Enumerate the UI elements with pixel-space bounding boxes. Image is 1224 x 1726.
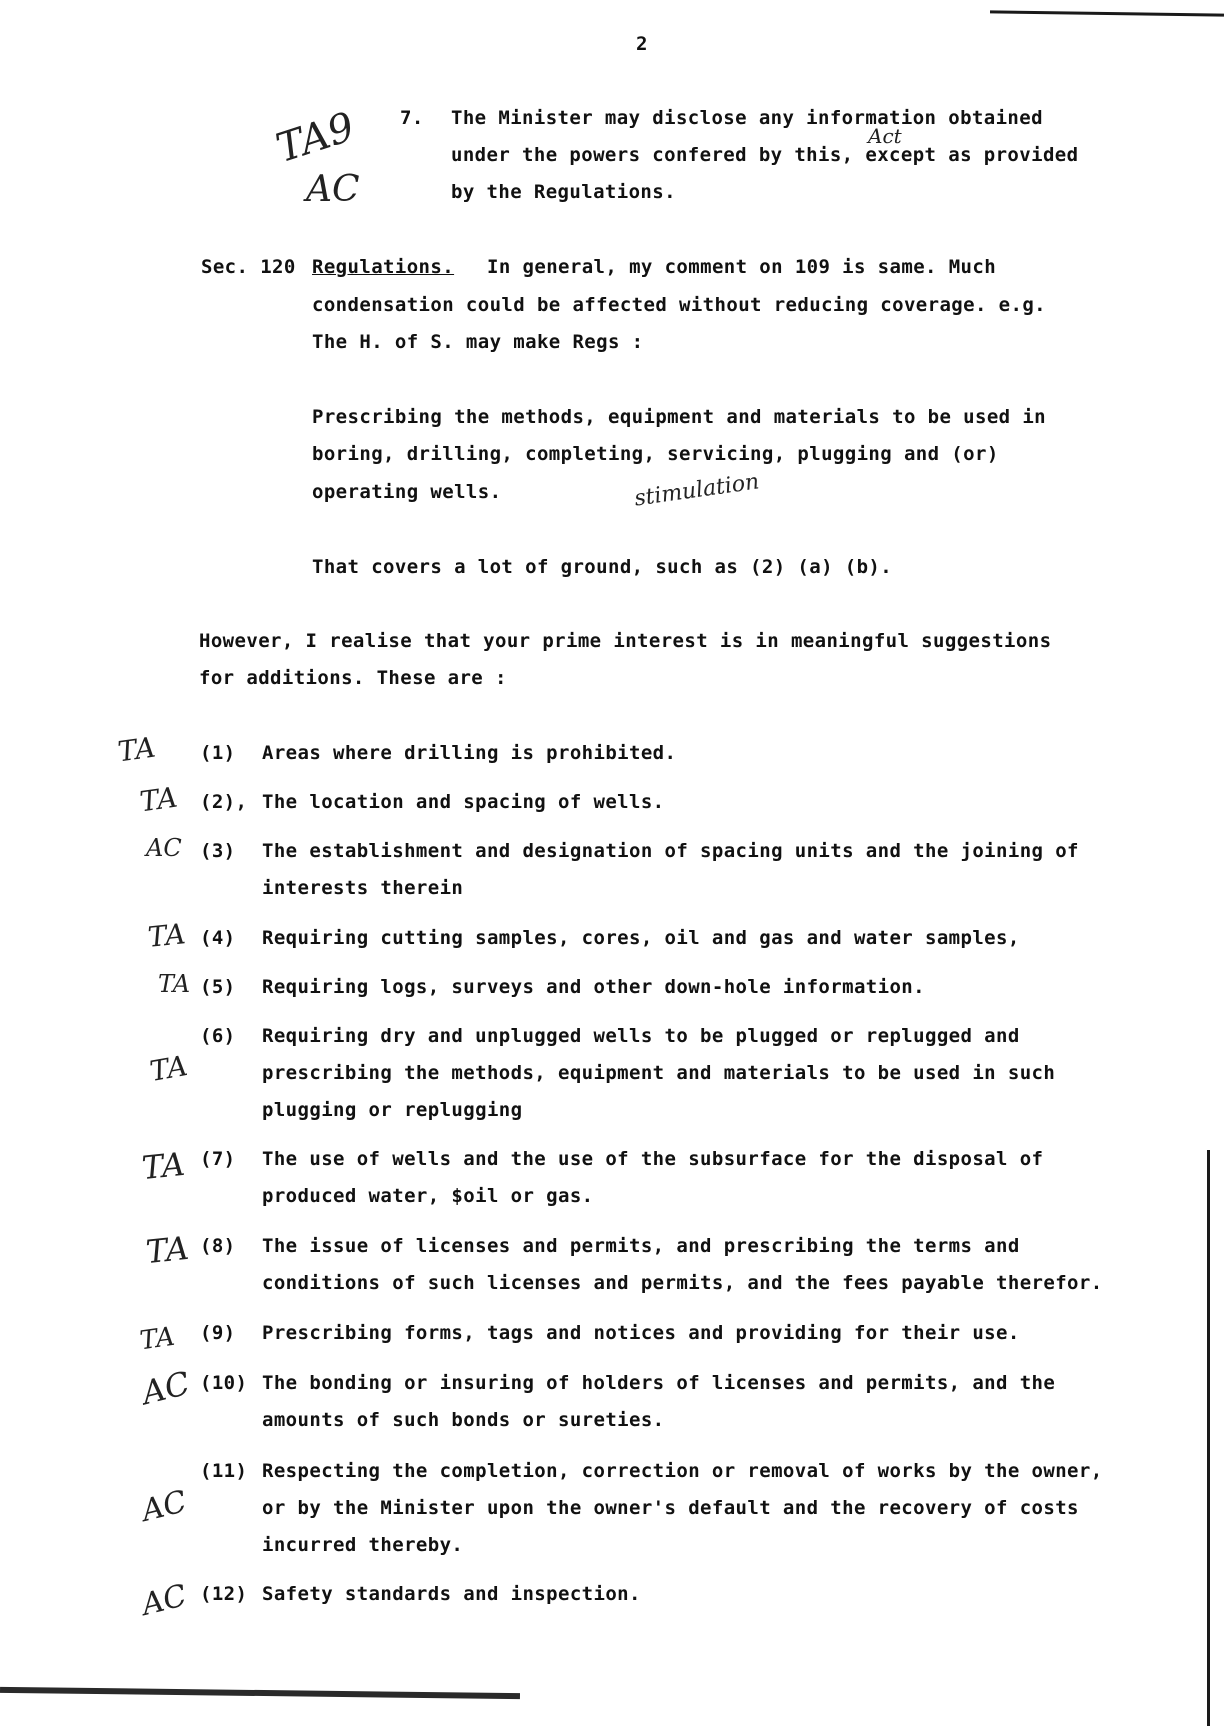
sec120-line-2: condensation could be affected without reducing coverage. e.g. bbox=[312, 294, 1047, 316]
item-text-line: The establishment and designation of spacing units and the joining of bbox=[262, 840, 1079, 862]
quote-line-2: boring, drilling, completing, servicing, plugging and (or) bbox=[312, 443, 999, 465]
however-line-2: for additions. These are : bbox=[199, 667, 507, 689]
item-text-line: Requiring logs, surveys and other down-hole information. bbox=[262, 976, 925, 998]
handwritten-insert-stimulation: stimulation bbox=[632, 469, 761, 512]
covers-line: That covers a lot of ground, such as (2) (a) (b). bbox=[312, 556, 893, 578]
item-text-line: produced water, $oil or gas. bbox=[262, 1185, 594, 1207]
item-text-line: incurred thereby. bbox=[262, 1534, 464, 1556]
item-number: (3) bbox=[200, 840, 236, 862]
item-number: (12) bbox=[200, 1583, 248, 1605]
item-number: (4) bbox=[200, 927, 236, 949]
item7-number: 7. bbox=[400, 107, 424, 129]
item-text-line: The use of wells and the use of the subsurface for the disposal of bbox=[262, 1148, 1044, 1170]
item-number: (5) bbox=[200, 976, 236, 998]
item7-line-1: The Minister may disclose any information obtained bbox=[451, 107, 1043, 129]
sec120-line-3: The H. of S. may make Regs : bbox=[312, 331, 644, 353]
item-text-line: interests therein bbox=[262, 877, 464, 899]
item-number: (9) bbox=[200, 1322, 236, 1344]
scan-edge-bottom bbox=[0, 1687, 520, 1699]
handwritten-insert-act: Act bbox=[868, 124, 902, 148]
margin-note-item-10: AC bbox=[138, 1363, 194, 1413]
margin-note-item-12: AC bbox=[138, 1578, 191, 1623]
item-text-line: Respecting the completion, correction or removal of works by the owner, bbox=[262, 1460, 1103, 1482]
item-text-line: amounts of such bonds or sureties. bbox=[262, 1409, 665, 1431]
margin-note-item-7: TA bbox=[140, 1144, 187, 1188]
however-line-1: However, I realise that your prime interest is in meaningful suggestions bbox=[199, 630, 1052, 652]
sec120-heading: Regulations. bbox=[312, 256, 455, 278]
margin-note-item-9: TA bbox=[138, 1321, 177, 1357]
margin-note-item-6: TA bbox=[147, 1049, 190, 1089]
item-number: (7) bbox=[200, 1148, 236, 1170]
item7-line-3: by the Regulations. bbox=[451, 181, 676, 203]
item-text-line: Areas where drilling is prohibited. bbox=[262, 742, 677, 764]
item-text-line: The location and spacing of wells. bbox=[262, 791, 665, 813]
page-number: 2 bbox=[636, 33, 648, 55]
margin-note-item-5: TA bbox=[158, 970, 191, 998]
item-text-line: conditions of such licenses and permits, and the fees payable therefor. bbox=[262, 1272, 1103, 1294]
sec120-line-1: In general, my comment on 109 is same. Much bbox=[487, 256, 997, 278]
margin-note-item7-b: AC bbox=[306, 169, 360, 210]
margin-note-item-11: AC bbox=[138, 1484, 191, 1529]
item-text-line: Requiring dry and unplugged wells to be plugged or replugged and bbox=[262, 1025, 1020, 1047]
item-text-line: plugging or replugging bbox=[262, 1099, 523, 1121]
scan-edge-right bbox=[1207, 1150, 1210, 1726]
margin-note-item7: TA9 bbox=[270, 103, 361, 173]
item-number: (10) bbox=[200, 1372, 248, 1394]
item-number: (8) bbox=[200, 1235, 236, 1257]
item-text-line: Prescribing forms, tags and notices and providing for their use. bbox=[262, 1322, 1020, 1344]
margin-note-item-1: TA bbox=[115, 730, 158, 769]
margin-note-item-3: AC bbox=[146, 834, 182, 862]
item-text-line: or by the Minister upon the owner's default and the recovery of costs bbox=[262, 1497, 1079, 1519]
item-text-line: The issue of licenses and permits, and prescribing the terms and bbox=[262, 1235, 1020, 1257]
margin-note-item-4: TA bbox=[146, 917, 187, 954]
item-number: (2), bbox=[200, 791, 248, 813]
item-text-line: Requiring cutting samples, cores, oil and gas and water samples, bbox=[262, 927, 1020, 949]
item7-line-2: under the powers confered by this, except as provided bbox=[451, 144, 1079, 166]
margin-note-item-8: TA bbox=[144, 1228, 191, 1272]
item-text-line: The bonding or insuring of holders of licenses and permits, and the bbox=[262, 1372, 1056, 1394]
quote-line-1: Prescribing the methods, equipment and materials to be used in bbox=[312, 406, 1047, 428]
item-text-line: Safety standards and inspection. bbox=[262, 1583, 641, 1605]
item-number: (11) bbox=[200, 1460, 248, 1482]
item-number: (6) bbox=[200, 1025, 236, 1047]
item-text-line: prescribing the methods, equipment and materials to be used in such bbox=[262, 1062, 1056, 1084]
item-number: (1) bbox=[200, 742, 236, 764]
quote-line-3: operating wells. bbox=[312, 481, 502, 503]
sec120-lead: Sec. 120 bbox=[201, 256, 296, 278]
margin-note-item-2: TA bbox=[137, 780, 180, 819]
scan-edge-top bbox=[990, 10, 1224, 16]
